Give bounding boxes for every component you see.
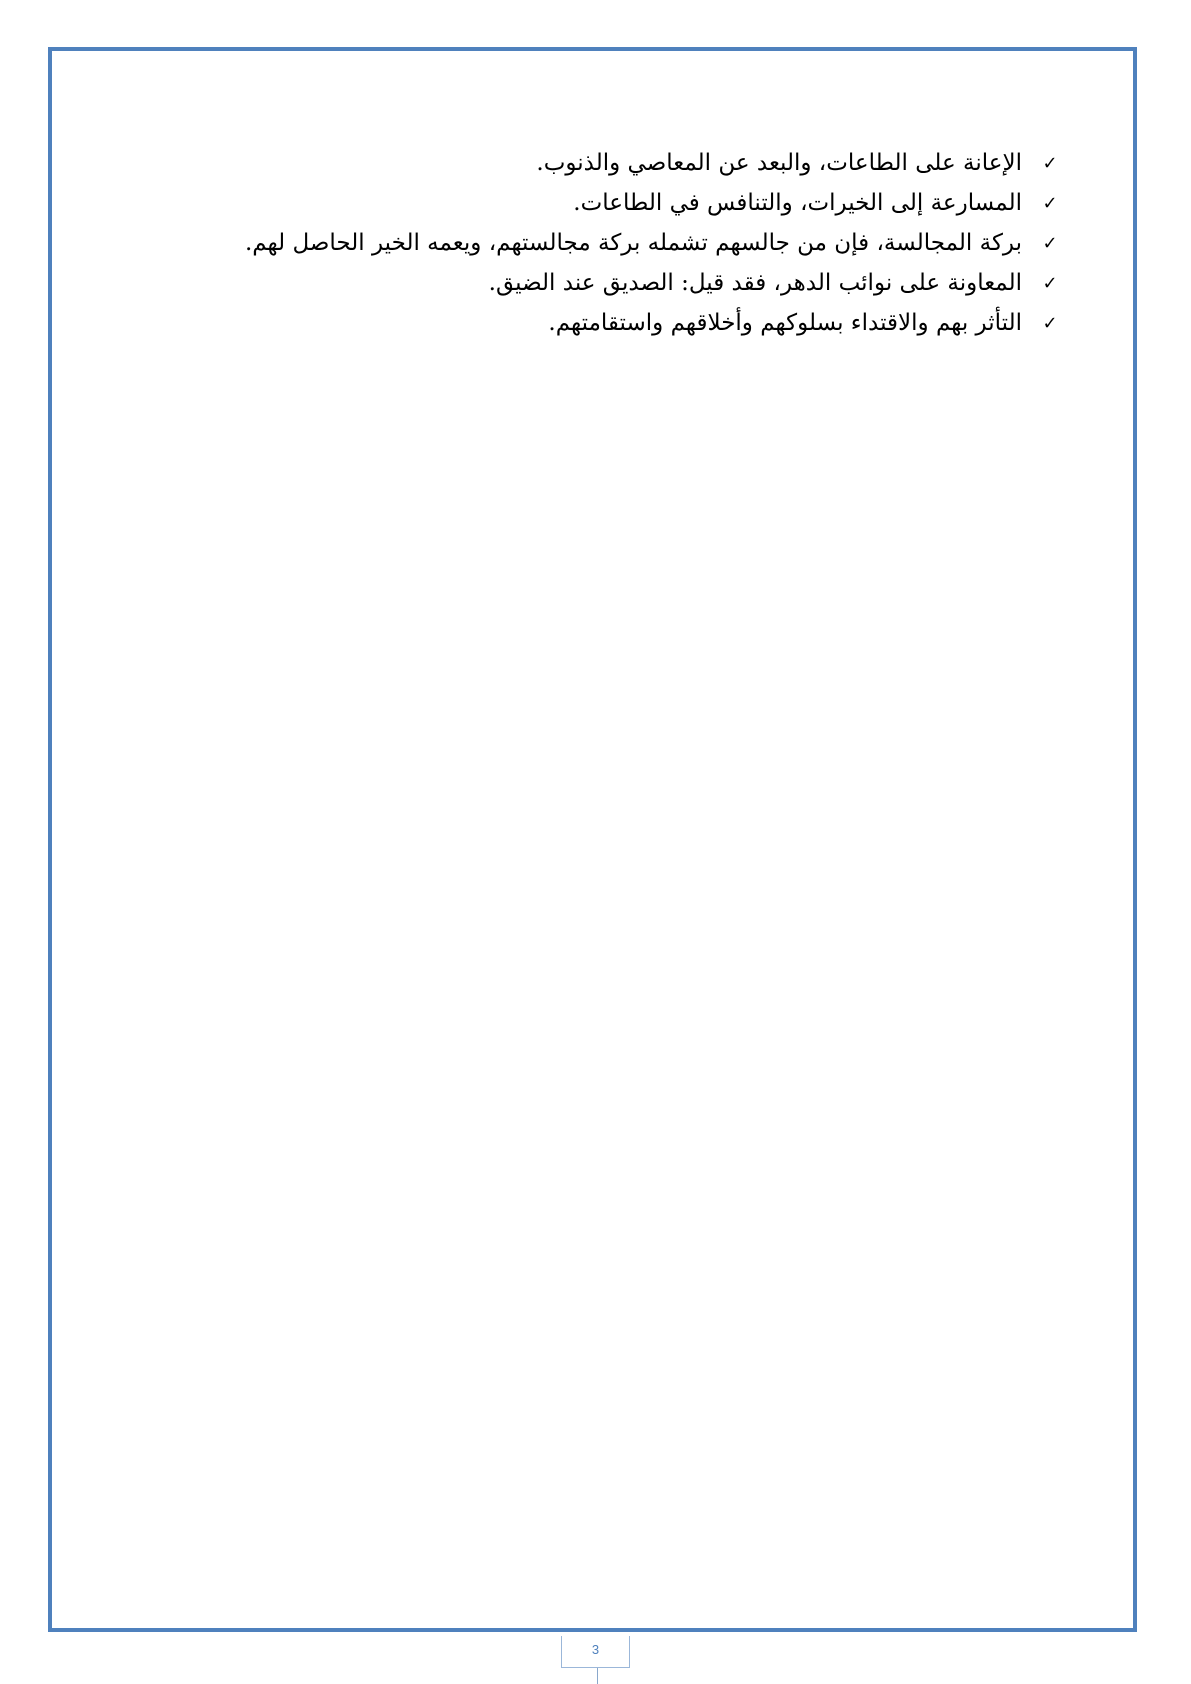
- checkmark-icon: ✓: [1042, 192, 1058, 214]
- list-item: [120, 143, 1060, 183]
- list-item-text: المسارعة إلى الخيرات، والتنافس في الطاعات.: [573, 190, 1022, 216]
- checkmark-icon: ✓: [1042, 272, 1058, 294]
- list-item-text: التأثر بهم والاقتداء بسلوكهم وأخلاقهم واستقامتهم.: [548, 310, 1022, 336]
- list-item-text: المعاونة على نوائب الدهر، فقد قيل: الصديق عند الضيق.: [488, 270, 1022, 296]
- list-item: [120, 183, 1060, 223]
- list-item: [120, 303, 1060, 343]
- list-item-text: بركة المجالسة، فإن من جالسهم تشمله بركة مجالستهم، ويعمه الخير الحاصل لهم.: [244, 230, 1022, 256]
- checkmark-icon: ✓: [1042, 232, 1058, 254]
- list-item: [120, 263, 1060, 303]
- page-number: 3: [561, 1636, 630, 1668]
- list-item: [120, 223, 1060, 263]
- benefits-list: [120, 143, 1060, 343]
- list-item-text: الإعانة على الطاعات، والبعد عن المعاصي والذنوب.: [536, 150, 1022, 176]
- checkmark-icon: ✓: [1042, 152, 1058, 174]
- page-number-connector: [597, 1668, 598, 1684]
- checkmark-icon: ✓: [1042, 312, 1058, 334]
